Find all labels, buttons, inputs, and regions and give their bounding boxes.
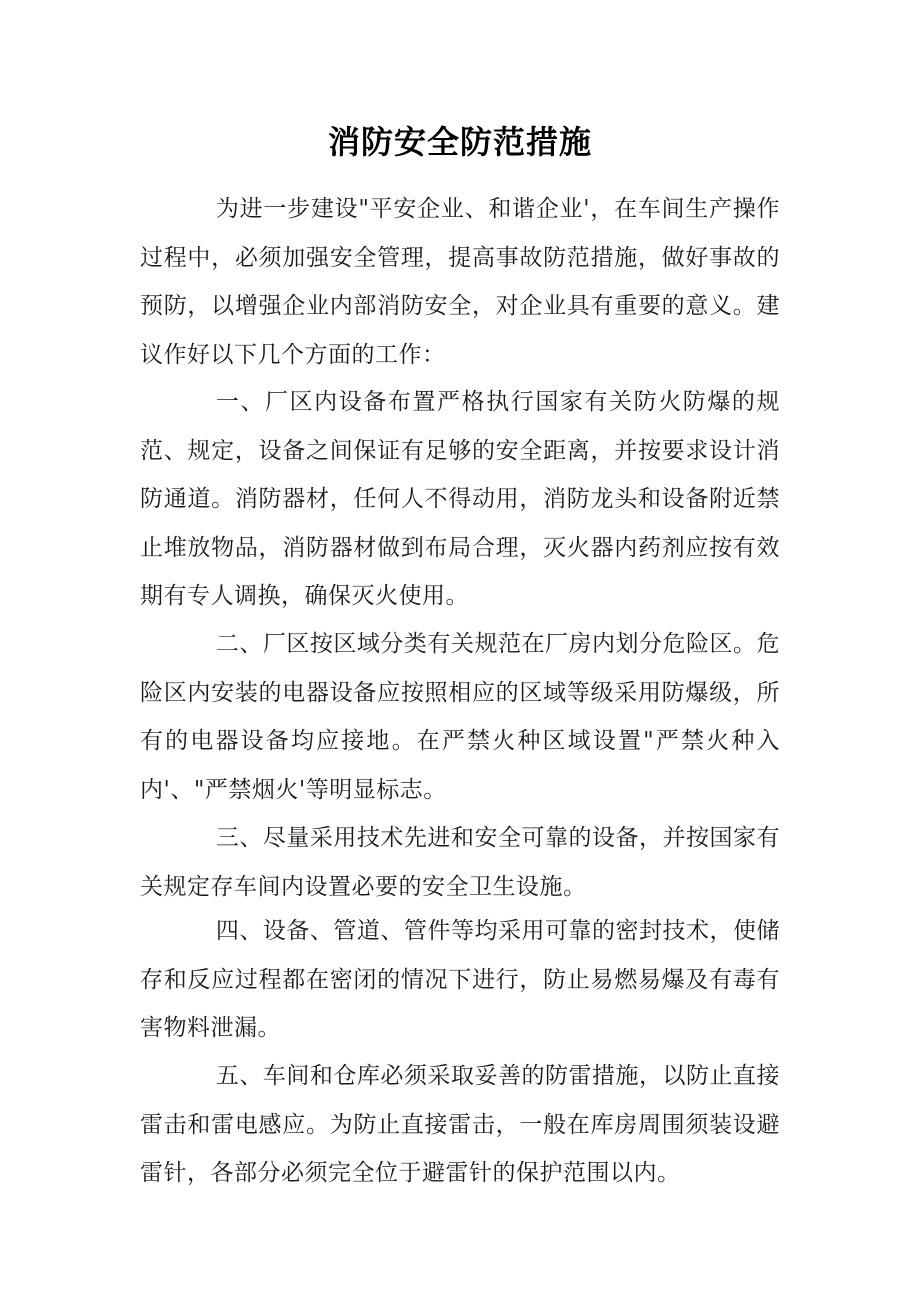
paragraph-item-5: 五、车间和仓库必须采取妥善的防雷措施，以防止直接雷击和雷电感应。为防止直接雷击，一般在库房周围须装设避雷针，各部分必须完全位于避雷针的保护范围以内。	[140, 1063, 780, 1186]
paragraph-item-1: 一、厂区内设备布置严格执行国家有关防火防爆的规范、规定，设备之间保证有足够的安全距离，并按要求设计消防通道。消防器材，任何人不得动用，消防龙头和设备附近禁止堆放物品，消防器材做到布局合理，灭火器内药剂应按有效期有专人调换，确保灭火使用。	[140, 389, 780, 609]
paragraph-item-4: 四、设备、管道、管件等均采用可靠的密封技术，使储存和反应过程都在密闭的情况下进行，防止易燃易爆及有毒有害物料泄漏。	[140, 918, 780, 1041]
paragraph-item-3: 三、尽量采用技术先进和安全可靠的设备，并按国家有关规定存车间内设置必要的安全卫生设施。	[140, 825, 780, 900]
paragraph-item-2: 二、厂区按区域分类有关规范在厂房内划分危险区。危险区内安装的电器设备应按照相应的区域等级采用防爆级，所有的电器设备均应接地。在严禁火种区域设置"严禁火种入内'、"严禁烟火'等明显标志。	[140, 631, 780, 803]
paragraph-intro: 为进一步建设"平安企业、和谐企业'，在车间生产操作过程中，必须加强安全管理，提高事故防范措施，做好事故的预防，以增强企业内部消防安全，对企业具有重要的意义。建议作好以下几个方面的工作：	[140, 196, 780, 368]
document-title: 消防安全防范措施	[327, 123, 592, 161]
